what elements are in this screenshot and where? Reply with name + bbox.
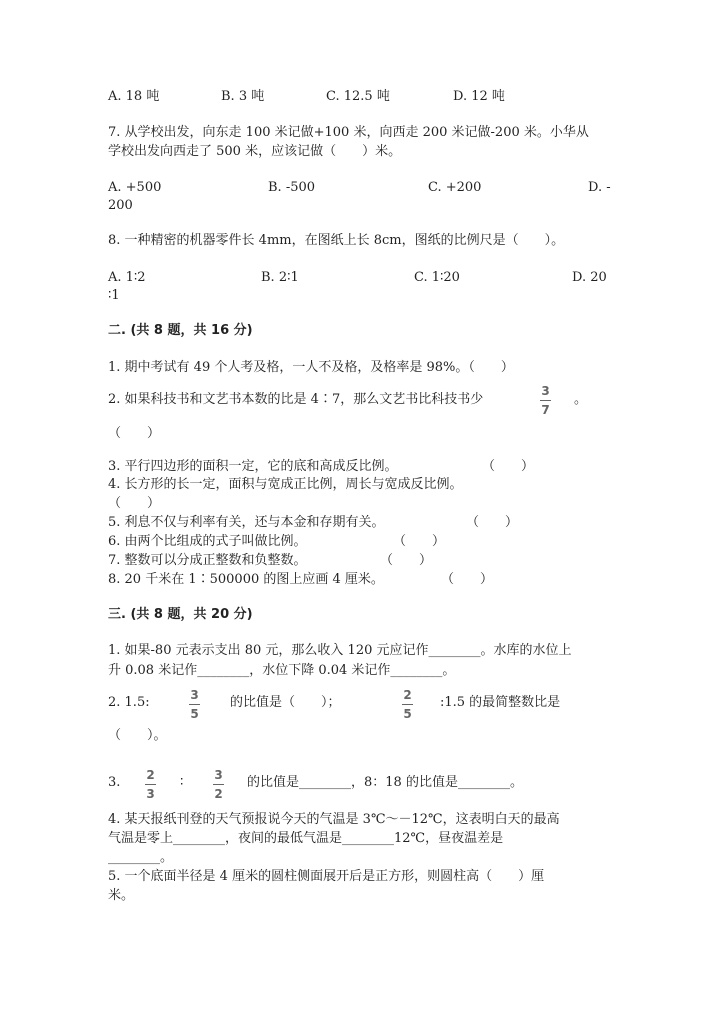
s3-q3-number: 3.: [108, 775, 121, 790]
s2-q3: 3. 平行四边形的面积一定，它的底和高成反比例。: [108, 459, 398, 474]
s2-q1: 1. 期中考试有 49 个人考及格，一人不及格，及格率是 98%。（ ）: [108, 360, 514, 375]
s3-q4-line2: 气温是零上________，夜间的最低气温是________12℃，昼夜温差是: [108, 831, 504, 846]
q7-option-d: D. -: [588, 180, 611, 195]
fraction-denominator: 3: [146, 787, 155, 801]
fraction-denominator: 7: [541, 403, 550, 417]
s2-q2-paren: （ ）: [108, 426, 161, 441]
fraction-denominator: 5: [190, 707, 199, 721]
section-3-title: 三. (共 8 题，共 20 分): [108, 607, 253, 622]
fraction-bar: [213, 784, 224, 785]
q8-text: 8. 一种精密的机器零件长 4mm，在图纸上长 8cm，图纸的比例尺是（ ）。: [108, 233, 565, 248]
q6-option-c: C. 12.5 吨: [326, 89, 390, 104]
s3-q3-fraction-1: [145, 768, 156, 801]
fraction-bar: [540, 400, 551, 401]
s2-q6-paren: （ ）: [393, 534, 446, 549]
s2-q7: 7. 整数可以分成正整数和负整数。: [108, 553, 307, 568]
s2-q4-paren: （ ）: [108, 496, 161, 511]
s3-q2-part-a: 2. 1.5:: [108, 695, 150, 710]
s3-q3-fraction-2: [213, 768, 224, 801]
fraction-numerator: 3: [541, 384, 550, 398]
s3-q1-line1: 1. 如果-80 元表示支出 80 元，那么收入 120 元应记作________。水库的水位上: [108, 643, 572, 658]
q6-option-b: B. 3 吨: [221, 89, 265, 104]
s3-q4-line3: ________。: [108, 850, 174, 865]
q7-text-line2: 学校出发向西走了 500 米，应该记做（ ）米。: [108, 144, 402, 159]
fraction-numerator: 2: [146, 768, 155, 782]
s2-q5: 5. 利息不仅与利率有关，还与本金和存期有关。: [108, 515, 385, 530]
s2-q2-fraction: [540, 384, 551, 417]
s2-q5-paren: （ ）: [466, 515, 519, 530]
q7-option-b: B. -500: [268, 180, 316, 195]
q7-option-c: C. +200: [428, 180, 482, 195]
fraction-denominator: 5: [403, 707, 412, 721]
q7-option-a: A. +500: [108, 180, 162, 195]
fraction-denominator: 2: [214, 787, 223, 801]
s3-q2-part-b: 的比值是（ ）；: [230, 695, 341, 710]
s2-q2-text: 2. 如果科技书和文艺书本数的比是 4∶7，那么文艺书比科技书少: [108, 392, 484, 407]
fraction-bar: [189, 704, 200, 705]
s2-q6: 6. 由两个比组成的式子叫做比例。: [108, 534, 307, 549]
s3-q5-line2: 米。: [108, 888, 135, 903]
q8-option-b: B. 2∶1: [261, 270, 299, 285]
s3-q3-text: 的比值是________，8：18 的比值是________。: [247, 775, 523, 790]
q8-option-a: A. 1∶2: [108, 270, 146, 285]
section-2-title: 二. (共 8 题，共 16 分): [108, 323, 253, 338]
s3-q4-line1: 4. 某天报纸刊登的天气预报说今天的气温是 3℃～－12℃，这表明白天的最高: [108, 812, 560, 827]
s2-q3-paren: （ ）: [482, 459, 535, 474]
q8-option-d-wrap: ∶1: [108, 288, 120, 303]
s3-q3-colon: ∶: [180, 775, 184, 790]
s2-q7-paren: （ ）: [380, 553, 433, 568]
fraction-numerator: 3: [214, 768, 223, 782]
s3-q2-fraction-1: [189, 688, 200, 721]
fraction-numerator: 3: [190, 688, 199, 702]
s3-q5-line1: 5. 一个底面半径是 4 厘米的圆柱侧面展开后是正方形，则圆柱高（ ）厘: [108, 869, 545, 884]
q7-option-d-wrap: 200: [108, 198, 133, 213]
q6-option-a: A. 18 吨: [108, 89, 160, 104]
s2-q8: 8. 20 千米在 1∶500000 的图上应画 4 厘米。: [108, 572, 384, 587]
q6-option-d: D. 12 吨: [453, 89, 505, 104]
q7-text-line1: 7. 从学校出发，向东走 100 米记做+100 米，向西走 200 米记做-200 米。小华从: [108, 125, 589, 140]
s2-q8-paren: （ ）: [441, 572, 494, 587]
fraction-bar: [402, 704, 413, 705]
s2-q4: 4. 长方形的长一定，面积与宽成正比例，周长与宽成反比例。: [108, 477, 463, 492]
s3-q2-paren: （ ）。: [108, 728, 167, 743]
fraction-numerator: 2: [403, 688, 412, 702]
q8-option-d: D. 20: [572, 270, 607, 285]
s2-q2-end: 。: [574, 392, 588, 407]
fraction-bar: [145, 784, 156, 785]
s3-q1-line2: 升 0.08 米记作________，水位下降 0.04 米记作________。: [108, 663, 456, 678]
s3-q2-fraction-2: [402, 688, 413, 721]
q8-option-c: C. 1∶20: [414, 270, 460, 285]
s3-q2-part-c: :1.5 的最简整数比是: [440, 695, 561, 710]
